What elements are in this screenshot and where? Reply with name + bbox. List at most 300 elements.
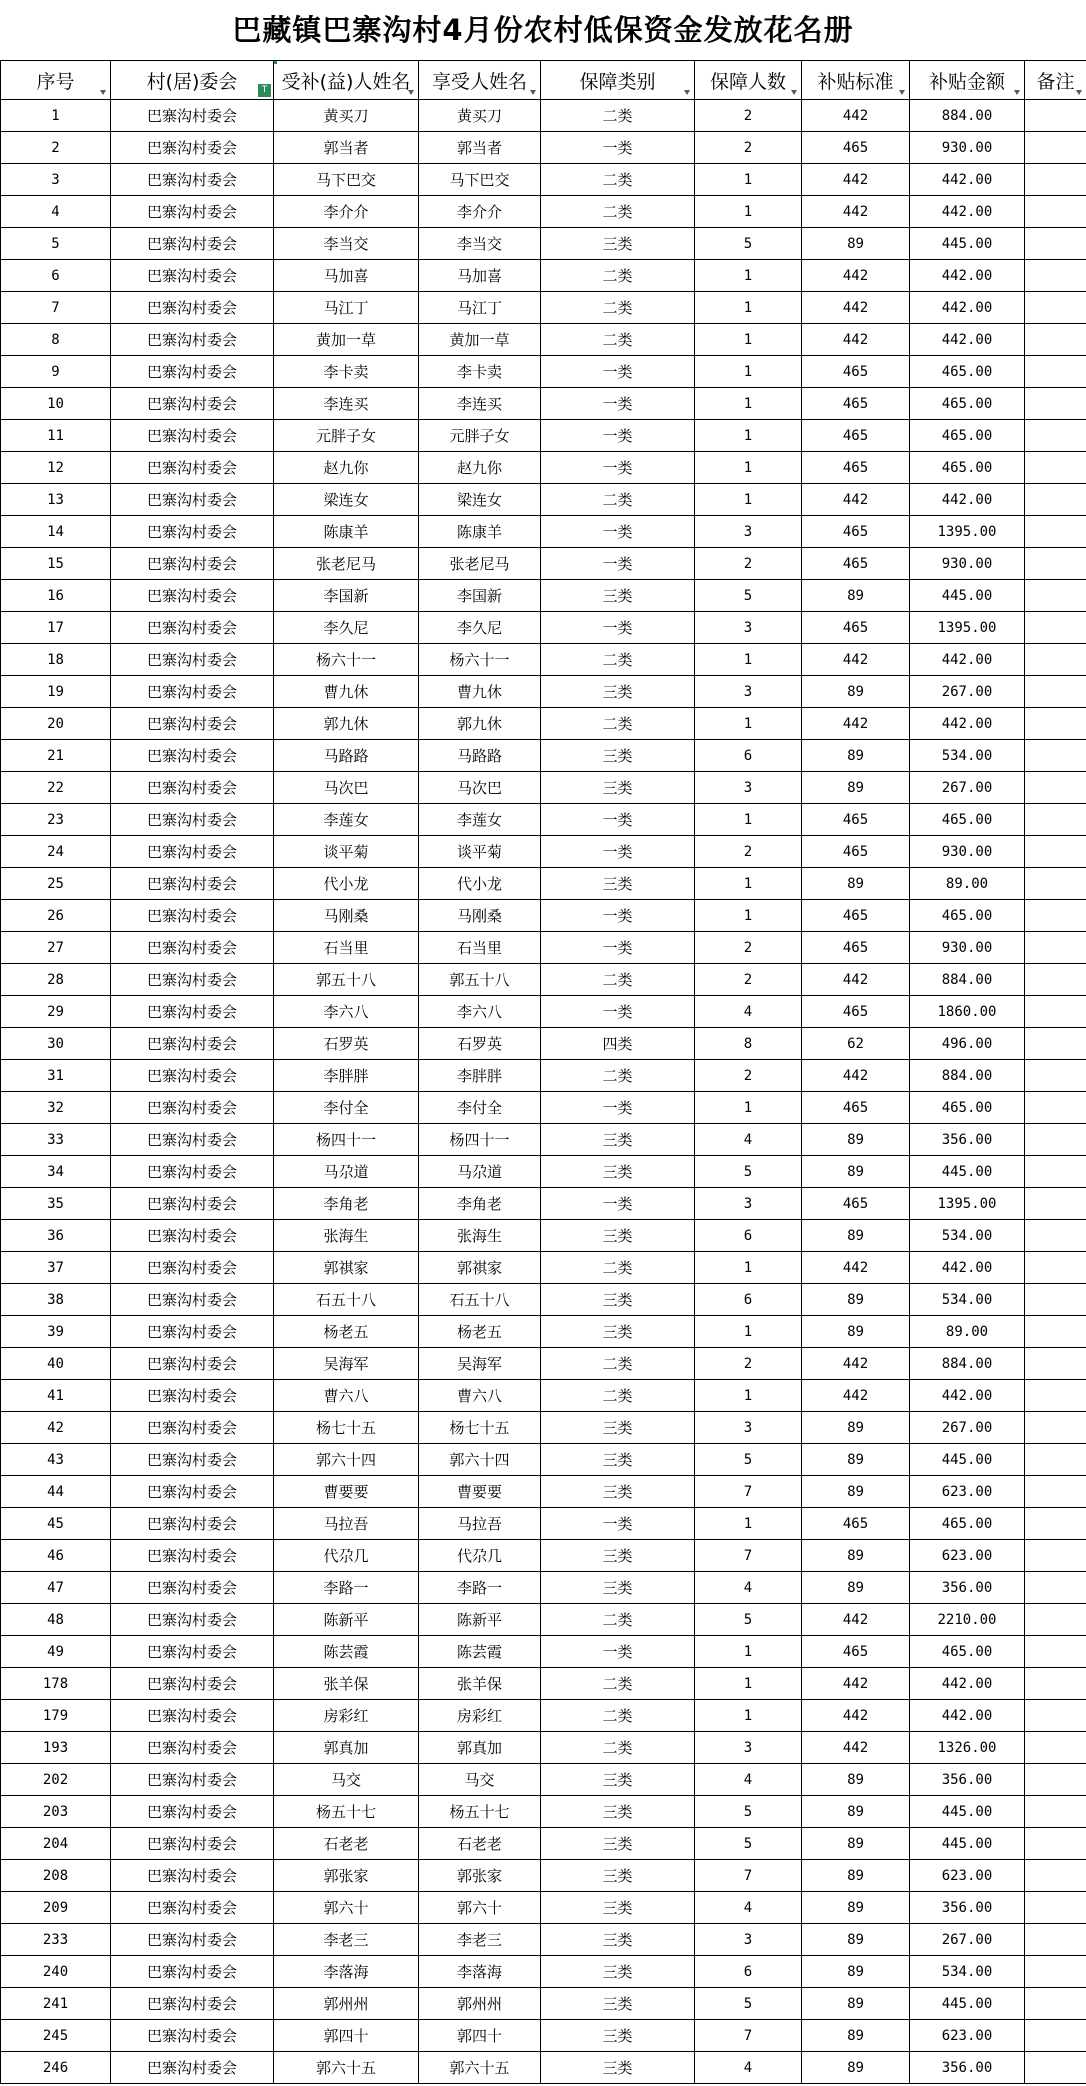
cell-category[interactable]: 三类 xyxy=(541,1476,695,1508)
cell-notes[interactable] xyxy=(1025,1252,1086,1284)
cell-standard[interactable]: 442 xyxy=(802,260,910,292)
cell-notes[interactable] xyxy=(1025,132,1086,164)
cell-recipient[interactable]: 陈康羊 xyxy=(274,516,419,548)
cell-committee[interactable]: 巴寨沟村委会 xyxy=(111,580,274,612)
cell-standard[interactable]: 465 xyxy=(802,388,910,420)
cell-headcount[interactable]: 4 xyxy=(695,1572,802,1604)
cell-standard[interactable]: 465 xyxy=(802,804,910,836)
cell-standard[interactable]: 442 xyxy=(802,708,910,740)
cell-recipient[interactable]: 马江丁 xyxy=(274,292,419,324)
cell-amount[interactable]: 356.00 xyxy=(910,2052,1025,2084)
cell-category[interactable]: 三类 xyxy=(541,1796,695,1828)
cell-notes[interactable] xyxy=(1025,324,1086,356)
cell-headcount[interactable]: 4 xyxy=(695,1764,802,1796)
cell-recipient[interactable]: 李落海 xyxy=(274,1956,419,1988)
cell-notes[interactable] xyxy=(1025,1700,1086,1732)
cell-amount[interactable]: 623.00 xyxy=(910,1540,1025,1572)
cell-beneficiary[interactable]: 马交 xyxy=(419,1764,541,1796)
filter-dropdown-icon[interactable] xyxy=(899,90,906,96)
cell-beneficiary[interactable]: 郭州州 xyxy=(419,1988,541,2020)
header-cell-recipient[interactable]: 受补(益)人姓名 xyxy=(274,61,419,100)
cell-headcount[interactable]: 2 xyxy=(695,132,802,164)
cell-committee[interactable]: 巴寨沟村委会 xyxy=(111,1764,274,1796)
cell-committee[interactable]: 巴寨沟村委会 xyxy=(111,1988,274,2020)
cell-serial[interactable]: 35 xyxy=(1,1188,111,1220)
cell-notes[interactable] xyxy=(1025,1604,1086,1636)
cell-category[interactable]: 一类 xyxy=(541,996,695,1028)
cell-amount[interactable]: 442.00 xyxy=(910,1668,1025,1700)
cell-standard[interactable]: 465 xyxy=(802,132,910,164)
cell-amount[interactable]: 89.00 xyxy=(910,1316,1025,1348)
cell-standard[interactable]: 89 xyxy=(802,1124,910,1156)
cell-beneficiary[interactable]: 曹九休 xyxy=(419,676,541,708)
cell-amount[interactable]: 1860.00 xyxy=(910,996,1025,1028)
cell-amount[interactable]: 267.00 xyxy=(910,772,1025,804)
cell-beneficiary[interactable]: 石五十八 xyxy=(419,1284,541,1316)
cell-serial[interactable]: 245 xyxy=(1,2020,111,2052)
cell-standard[interactable]: 89 xyxy=(802,1540,910,1572)
cell-category[interactable]: 二类 xyxy=(541,324,695,356)
cell-beneficiary[interactable]: 郭张家 xyxy=(419,1860,541,1892)
cell-notes[interactable] xyxy=(1025,516,1086,548)
cell-committee[interactable]: 巴寨沟村委会 xyxy=(111,1668,274,1700)
cell-amount[interactable]: 930.00 xyxy=(910,548,1025,580)
cell-recipient[interactable]: 李当交 xyxy=(274,228,419,260)
cell-beneficiary[interactable]: 杨六十一 xyxy=(419,644,541,676)
cell-beneficiary[interactable]: 赵九你 xyxy=(419,452,541,484)
cell-committee[interactable]: 巴寨沟村委会 xyxy=(111,996,274,1028)
cell-amount[interactable]: 534.00 xyxy=(910,740,1025,772)
cell-committee[interactable]: 巴寨沟村委会 xyxy=(111,324,274,356)
cell-category[interactable]: 三类 xyxy=(541,1764,695,1796)
cell-amount[interactable]: 442.00 xyxy=(910,484,1025,516)
cell-notes[interactable] xyxy=(1025,740,1086,772)
cell-category[interactable]: 三类 xyxy=(541,1892,695,1924)
cell-amount[interactable]: 496.00 xyxy=(910,1028,1025,1060)
cell-committee[interactable]: 巴寨沟村委会 xyxy=(111,2052,274,2084)
cell-headcount[interactable]: 1 xyxy=(695,452,802,484)
cell-serial[interactable]: 20 xyxy=(1,708,111,740)
cell-standard[interactable]: 89 xyxy=(802,740,910,772)
cell-standard[interactable]: 465 xyxy=(802,516,910,548)
cell-standard[interactable]: 442 xyxy=(802,1668,910,1700)
cell-committee[interactable]: 巴寨沟村委会 xyxy=(111,1732,274,1764)
cell-standard[interactable]: 465 xyxy=(802,548,910,580)
cell-beneficiary[interactable]: 郭六十四 xyxy=(419,1444,541,1476)
cell-committee[interactable]: 巴寨沟村委会 xyxy=(111,900,274,932)
cell-beneficiary[interactable]: 马下巴交 xyxy=(419,164,541,196)
cell-recipient[interactable]: 杨五十七 xyxy=(274,1796,419,1828)
cell-amount[interactable]: 884.00 xyxy=(910,1060,1025,1092)
cell-serial[interactable]: 22 xyxy=(1,772,111,804)
cell-recipient[interactable]: 李角老 xyxy=(274,1188,419,1220)
cell-category[interactable]: 三类 xyxy=(541,1412,695,1444)
cell-standard[interactable]: 89 xyxy=(802,868,910,900)
cell-serial[interactable]: 26 xyxy=(1,900,111,932)
cell-recipient[interactable]: 陈芸霞 xyxy=(274,1636,419,1668)
cell-committee[interactable]: 巴寨沟村委会 xyxy=(111,772,274,804)
cell-headcount[interactable]: 1 xyxy=(695,1316,802,1348)
cell-standard[interactable]: 89 xyxy=(802,1444,910,1476)
cell-headcount[interactable]: 2 xyxy=(695,836,802,868)
cell-category[interactable]: 一类 xyxy=(541,1092,695,1124)
cell-amount[interactable]: 442.00 xyxy=(910,196,1025,228)
cell-recipient[interactable]: 李六八 xyxy=(274,996,419,1028)
cell-category[interactable]: 一类 xyxy=(541,132,695,164)
cell-recipient[interactable]: 杨六十一 xyxy=(274,644,419,676)
cell-standard[interactable]: 62 xyxy=(802,1028,910,1060)
cell-standard[interactable]: 89 xyxy=(802,1956,910,1988)
cell-committee[interactable]: 巴寨沟村委会 xyxy=(111,804,274,836)
cell-beneficiary[interactable]: 房彩红 xyxy=(419,1700,541,1732)
cell-committee[interactable]: 巴寨沟村委会 xyxy=(111,164,274,196)
cell-recipient[interactable]: 石当里 xyxy=(274,932,419,964)
cell-beneficiary[interactable]: 李路一 xyxy=(419,1572,541,1604)
cell-standard[interactable]: 89 xyxy=(802,2052,910,2084)
cell-standard[interactable]: 442 xyxy=(802,1252,910,1284)
cell-beneficiary[interactable]: 石当里 xyxy=(419,932,541,964)
cell-headcount[interactable]: 2 xyxy=(695,548,802,580)
cell-amount[interactable]: 930.00 xyxy=(910,836,1025,868)
cell-headcount[interactable]: 2 xyxy=(695,100,802,132)
cell-headcount[interactable]: 1 xyxy=(695,1668,802,1700)
cell-category[interactable]: 三类 xyxy=(541,868,695,900)
cell-committee[interactable]: 巴寨沟村委会 xyxy=(111,1412,274,1444)
cell-amount[interactable]: 445.00 xyxy=(910,228,1025,260)
cell-beneficiary[interactable]: 马加喜 xyxy=(419,260,541,292)
cell-notes[interactable] xyxy=(1025,580,1086,612)
cell-serial[interactable]: 10 xyxy=(1,388,111,420)
cell-category[interactable]: 三类 xyxy=(541,1828,695,1860)
cell-recipient[interactable]: 郭祺家 xyxy=(274,1252,419,1284)
cell-headcount[interactable]: 1 xyxy=(695,388,802,420)
cell-serial[interactable]: 42 xyxy=(1,1412,111,1444)
cell-beneficiary[interactable]: 谈平菊 xyxy=(419,836,541,868)
cell-beneficiary[interactable]: 陈芸霞 xyxy=(419,1636,541,1668)
cell-category[interactable]: 三类 xyxy=(541,1540,695,1572)
filter-dropdown-icon[interactable] xyxy=(530,90,537,96)
cell-serial[interactable]: 34 xyxy=(1,1156,111,1188)
cell-committee[interactable]: 巴寨沟村委会 xyxy=(111,388,274,420)
cell-category[interactable]: 三类 xyxy=(541,1572,695,1604)
cell-committee[interactable]: 巴寨沟村委会 xyxy=(111,260,274,292)
cell-serial[interactable]: 233 xyxy=(1,1924,111,1956)
cell-headcount[interactable]: 4 xyxy=(695,996,802,1028)
cell-amount[interactable]: 442.00 xyxy=(910,1380,1025,1412)
cell-serial[interactable]: 209 xyxy=(1,1892,111,1924)
cell-category[interactable]: 二类 xyxy=(541,196,695,228)
cell-standard[interactable]: 89 xyxy=(802,1924,910,1956)
cell-committee[interactable]: 巴寨沟村委会 xyxy=(111,1860,274,1892)
cell-beneficiary[interactable]: 郭四十 xyxy=(419,2020,541,2052)
cell-notes[interactable] xyxy=(1025,1060,1086,1092)
cell-notes[interactable] xyxy=(1025,356,1086,388)
cell-committee[interactable]: 巴寨沟村委会 xyxy=(111,964,274,996)
cell-notes[interactable] xyxy=(1025,772,1086,804)
cell-notes[interactable] xyxy=(1025,1572,1086,1604)
cell-headcount[interactable]: 2 xyxy=(695,932,802,964)
cell-category[interactable]: 三类 xyxy=(541,1316,695,1348)
cell-notes[interactable] xyxy=(1025,1188,1086,1220)
cell-notes[interactable] xyxy=(1025,900,1086,932)
cell-recipient[interactable]: 梁连女 xyxy=(274,484,419,516)
cell-recipient[interactable]: 石老老 xyxy=(274,1828,419,1860)
cell-headcount[interactable]: 1 xyxy=(695,868,802,900)
cell-headcount[interactable]: 1 xyxy=(695,1380,802,1412)
cell-category[interactable]: 二类 xyxy=(541,484,695,516)
cell-standard[interactable]: 442 xyxy=(802,1604,910,1636)
cell-serial[interactable]: 4 xyxy=(1,196,111,228)
cell-amount[interactable]: 445.00 xyxy=(910,1796,1025,1828)
cell-recipient[interactable]: 元胖子女 xyxy=(274,420,419,452)
cell-standard[interactable]: 442 xyxy=(802,1700,910,1732)
cell-standard[interactable]: 89 xyxy=(802,1476,910,1508)
cell-recipient[interactable]: 代小龙 xyxy=(274,868,419,900)
cell-standard[interactable]: 465 xyxy=(802,836,910,868)
cell-committee[interactable]: 巴寨沟村委会 xyxy=(111,196,274,228)
cell-standard[interactable]: 89 xyxy=(802,1316,910,1348)
cell-beneficiary[interactable]: 马江丁 xyxy=(419,292,541,324)
cell-amount[interactable]: 445.00 xyxy=(910,580,1025,612)
cell-amount[interactable]: 445.00 xyxy=(910,1828,1025,1860)
cell-category[interactable]: 三类 xyxy=(541,2052,695,2084)
cell-beneficiary[interactable]: 郭九休 xyxy=(419,708,541,740)
cell-serial[interactable]: 29 xyxy=(1,996,111,1028)
cell-committee[interactable]: 巴寨沟村委会 xyxy=(111,1956,274,1988)
cell-recipient[interactable]: 马交 xyxy=(274,1764,419,1796)
cell-beneficiary[interactable]: 李卡卖 xyxy=(419,356,541,388)
filter-dropdown-icon[interactable] xyxy=(1014,90,1021,96)
cell-standard[interactable]: 89 xyxy=(802,1284,910,1316)
cell-beneficiary[interactable]: 马拉吾 xyxy=(419,1508,541,1540)
cell-headcount[interactable]: 3 xyxy=(695,516,802,548)
cell-amount[interactable]: 534.00 xyxy=(910,1220,1025,1252)
cell-serial[interactable]: 203 xyxy=(1,1796,111,1828)
cell-notes[interactable] xyxy=(1025,260,1086,292)
cell-notes[interactable] xyxy=(1025,1540,1086,1572)
cell-headcount[interactable]: 5 xyxy=(695,580,802,612)
cell-beneficiary[interactable]: 曹六八 xyxy=(419,1380,541,1412)
cell-category[interactable]: 一类 xyxy=(541,420,695,452)
cell-beneficiary[interactable]: 郭当者 xyxy=(419,132,541,164)
cell-notes[interactable] xyxy=(1025,388,1086,420)
cell-beneficiary[interactable]: 郭五十八 xyxy=(419,964,541,996)
cell-headcount[interactable]: 7 xyxy=(695,2020,802,2052)
cell-beneficiary[interactable]: 李老三 xyxy=(419,1924,541,1956)
cell-standard[interactable]: 465 xyxy=(802,1188,910,1220)
cell-standard[interactable]: 89 xyxy=(802,1828,910,1860)
cell-serial[interactable]: 15 xyxy=(1,548,111,580)
cell-notes[interactable] xyxy=(1025,1124,1086,1156)
cell-headcount[interactable]: 1 xyxy=(695,1700,802,1732)
cell-committee[interactable]: 巴寨沟村委会 xyxy=(111,676,274,708)
cell-headcount[interactable]: 1 xyxy=(695,1508,802,1540)
cell-serial[interactable]: 12 xyxy=(1,452,111,484)
cell-committee[interactable]: 巴寨沟村委会 xyxy=(111,1220,274,1252)
filter-dropdown-icon[interactable] xyxy=(100,90,107,96)
cell-standard[interactable]: 89 xyxy=(802,1860,910,1892)
header-cell-beneficiary[interactable]: 享受人姓名 xyxy=(419,61,541,100)
cell-standard[interactable]: 89 xyxy=(802,1572,910,1604)
cell-serial[interactable]: 6 xyxy=(1,260,111,292)
cell-headcount[interactable]: 6 xyxy=(695,1220,802,1252)
cell-beneficiary[interactable]: 石老老 xyxy=(419,1828,541,1860)
cell-notes[interactable] xyxy=(1025,644,1086,676)
cell-serial[interactable]: 241 xyxy=(1,1988,111,2020)
cell-headcount[interactable]: 1 xyxy=(695,356,802,388)
cell-standard[interactable]: 89 xyxy=(802,1412,910,1444)
cell-category[interactable]: 二类 xyxy=(541,164,695,196)
cell-committee[interactable]: 巴寨沟村委会 xyxy=(111,1380,274,1412)
cell-amount[interactable]: 2210.00 xyxy=(910,1604,1025,1636)
filter-dropdown-icon[interactable] xyxy=(408,90,415,96)
cell-headcount[interactable]: 1 xyxy=(695,900,802,932)
cell-recipient[interactable]: 郭张家 xyxy=(274,1860,419,1892)
cell-notes[interactable] xyxy=(1025,804,1086,836)
cell-committee[interactable]: 巴寨沟村委会 xyxy=(111,708,274,740)
cell-serial[interactable]: 40 xyxy=(1,1348,111,1380)
cell-headcount[interactable]: 3 xyxy=(695,772,802,804)
cell-standard[interactable]: 89 xyxy=(802,2020,910,2052)
cell-headcount[interactable]: 1 xyxy=(695,196,802,228)
cell-serial[interactable]: 45 xyxy=(1,1508,111,1540)
cell-beneficiary[interactable]: 李国新 xyxy=(419,580,541,612)
cell-headcount[interactable]: 1 xyxy=(695,292,802,324)
cell-category[interactable]: 二类 xyxy=(541,1380,695,1412)
cell-category[interactable]: 一类 xyxy=(541,516,695,548)
cell-notes[interactable] xyxy=(1025,868,1086,900)
cell-notes[interactable] xyxy=(1025,1028,1086,1060)
cell-amount[interactable]: 465.00 xyxy=(910,1092,1025,1124)
cell-committee[interactable]: 巴寨沟村委会 xyxy=(111,1316,274,1348)
cell-serial[interactable]: 31 xyxy=(1,1060,111,1092)
cell-beneficiary[interactable]: 元胖子女 xyxy=(419,420,541,452)
cell-serial[interactable]: 246 xyxy=(1,2052,111,2084)
cell-recipient[interactable]: 李老三 xyxy=(274,1924,419,1956)
cell-headcount[interactable]: 7 xyxy=(695,1540,802,1572)
cell-recipient[interactable]: 李连买 xyxy=(274,388,419,420)
cell-committee[interactable]: 巴寨沟村委会 xyxy=(111,1604,274,1636)
cell-headcount[interactable]: 4 xyxy=(695,1892,802,1924)
cell-committee[interactable]: 巴寨沟村委会 xyxy=(111,356,274,388)
cell-notes[interactable] xyxy=(1025,1732,1086,1764)
header-cell-notes[interactable]: 备注 xyxy=(1025,61,1086,100)
cell-committee[interactable]: 巴寨沟村委会 xyxy=(111,2020,274,2052)
cell-beneficiary[interactable]: 李介介 xyxy=(419,196,541,228)
cell-headcount[interactable]: 1 xyxy=(695,644,802,676)
cell-category[interactable]: 一类 xyxy=(541,836,695,868)
cell-category[interactable]: 一类 xyxy=(541,804,695,836)
cell-beneficiary[interactable]: 李当交 xyxy=(419,228,541,260)
cell-notes[interactable] xyxy=(1025,1092,1086,1124)
cell-beneficiary[interactable]: 李连买 xyxy=(419,388,541,420)
cell-category[interactable]: 三类 xyxy=(541,1444,695,1476)
cell-headcount[interactable]: 3 xyxy=(695,676,802,708)
cell-notes[interactable] xyxy=(1025,420,1086,452)
cell-headcount[interactable]: 6 xyxy=(695,740,802,772)
cell-amount[interactable]: 356.00 xyxy=(910,1892,1025,1924)
cell-serial[interactable]: 16 xyxy=(1,580,111,612)
cell-committee[interactable]: 巴寨沟村委会 xyxy=(111,1284,274,1316)
cell-serial[interactable]: 32 xyxy=(1,1092,111,1124)
filter-dropdown-icon[interactable] xyxy=(1076,90,1083,96)
cell-headcount[interactable]: 1 xyxy=(695,324,802,356)
cell-beneficiary[interactable]: 吴海军 xyxy=(419,1348,541,1380)
cell-recipient[interactable]: 杨四十一 xyxy=(274,1124,419,1156)
cell-headcount[interactable]: 1 xyxy=(695,420,802,452)
cell-category[interactable]: 二类 xyxy=(541,1732,695,1764)
cell-amount[interactable]: 534.00 xyxy=(910,1284,1025,1316)
cell-notes[interactable] xyxy=(1025,1988,1086,2020)
cell-amount[interactable]: 1395.00 xyxy=(910,612,1025,644)
cell-headcount[interactable]: 3 xyxy=(695,612,802,644)
cell-notes[interactable] xyxy=(1025,2052,1086,2084)
cell-beneficiary[interactable]: 李落海 xyxy=(419,1956,541,1988)
cell-recipient[interactable]: 杨老五 xyxy=(274,1316,419,1348)
cell-category[interactable]: 一类 xyxy=(541,932,695,964)
header-cell-standard[interactable]: 补贴标准 xyxy=(802,61,910,100)
cell-notes[interactable] xyxy=(1025,1508,1086,1540)
cell-standard[interactable]: 442 xyxy=(802,196,910,228)
header-cell-amount[interactable]: 补贴金额 xyxy=(910,61,1025,100)
cell-category[interactable]: 二类 xyxy=(541,260,695,292)
cell-recipient[interactable]: 马次巴 xyxy=(274,772,419,804)
cell-beneficiary[interactable]: 代小龙 xyxy=(419,868,541,900)
cell-committee[interactable]: 巴寨沟村委会 xyxy=(111,644,274,676)
cell-serial[interactable]: 18 xyxy=(1,644,111,676)
cell-recipient[interactable]: 李莲女 xyxy=(274,804,419,836)
cell-headcount[interactable]: 1 xyxy=(695,1636,802,1668)
cell-headcount[interactable]: 1 xyxy=(695,164,802,196)
cell-amount[interactable]: 465.00 xyxy=(910,900,1025,932)
cell-beneficiary[interactable]: 张羊保 xyxy=(419,1668,541,1700)
cell-standard[interactable]: 89 xyxy=(802,228,910,260)
cell-headcount[interactable]: 4 xyxy=(695,2052,802,2084)
header-cell-category[interactable]: 保障类别 xyxy=(541,61,695,100)
cell-serial[interactable]: 23 xyxy=(1,804,111,836)
cell-beneficiary[interactable]: 梁连女 xyxy=(419,484,541,516)
cell-category[interactable]: 二类 xyxy=(541,1060,695,1092)
cell-recipient[interactable]: 郭当者 xyxy=(274,132,419,164)
cell-headcount[interactable]: 2 xyxy=(695,1060,802,1092)
cell-recipient[interactable]: 赵九你 xyxy=(274,452,419,484)
cell-beneficiary[interactable]: 李胖胖 xyxy=(419,1060,541,1092)
cell-headcount[interactable]: 1 xyxy=(695,1092,802,1124)
cell-recipient[interactable]: 石罗英 xyxy=(274,1028,419,1060)
cell-headcount[interactable]: 8 xyxy=(695,1028,802,1060)
cell-amount[interactable]: 442.00 xyxy=(910,324,1025,356)
cell-committee[interactable]: 巴寨沟村委会 xyxy=(111,1892,274,1924)
cell-category[interactable]: 三类 xyxy=(541,2020,695,2052)
cell-serial[interactable]: 5 xyxy=(1,228,111,260)
cell-beneficiary[interactable]: 黄买刀 xyxy=(419,100,541,132)
cell-headcount[interactable]: 3 xyxy=(695,1412,802,1444)
cell-serial[interactable]: 202 xyxy=(1,1764,111,1796)
cell-serial[interactable]: 43 xyxy=(1,1444,111,1476)
cell-beneficiary[interactable]: 马路路 xyxy=(419,740,541,772)
cell-committee[interactable]: 巴寨沟村委会 xyxy=(111,1092,274,1124)
cell-amount[interactable]: 442.00 xyxy=(910,1700,1025,1732)
cell-amount[interactable]: 930.00 xyxy=(910,132,1025,164)
cell-category[interactable]: 三类 xyxy=(541,1124,695,1156)
cell-amount[interactable]: 356.00 xyxy=(910,1572,1025,1604)
cell-serial[interactable]: 8 xyxy=(1,324,111,356)
cell-notes[interactable] xyxy=(1025,1316,1086,1348)
cell-category[interactable]: 三类 xyxy=(541,1220,695,1252)
cell-amount[interactable]: 465.00 xyxy=(910,388,1025,420)
cell-serial[interactable]: 7 xyxy=(1,292,111,324)
cell-committee[interactable]: 巴寨沟村委会 xyxy=(111,516,274,548)
